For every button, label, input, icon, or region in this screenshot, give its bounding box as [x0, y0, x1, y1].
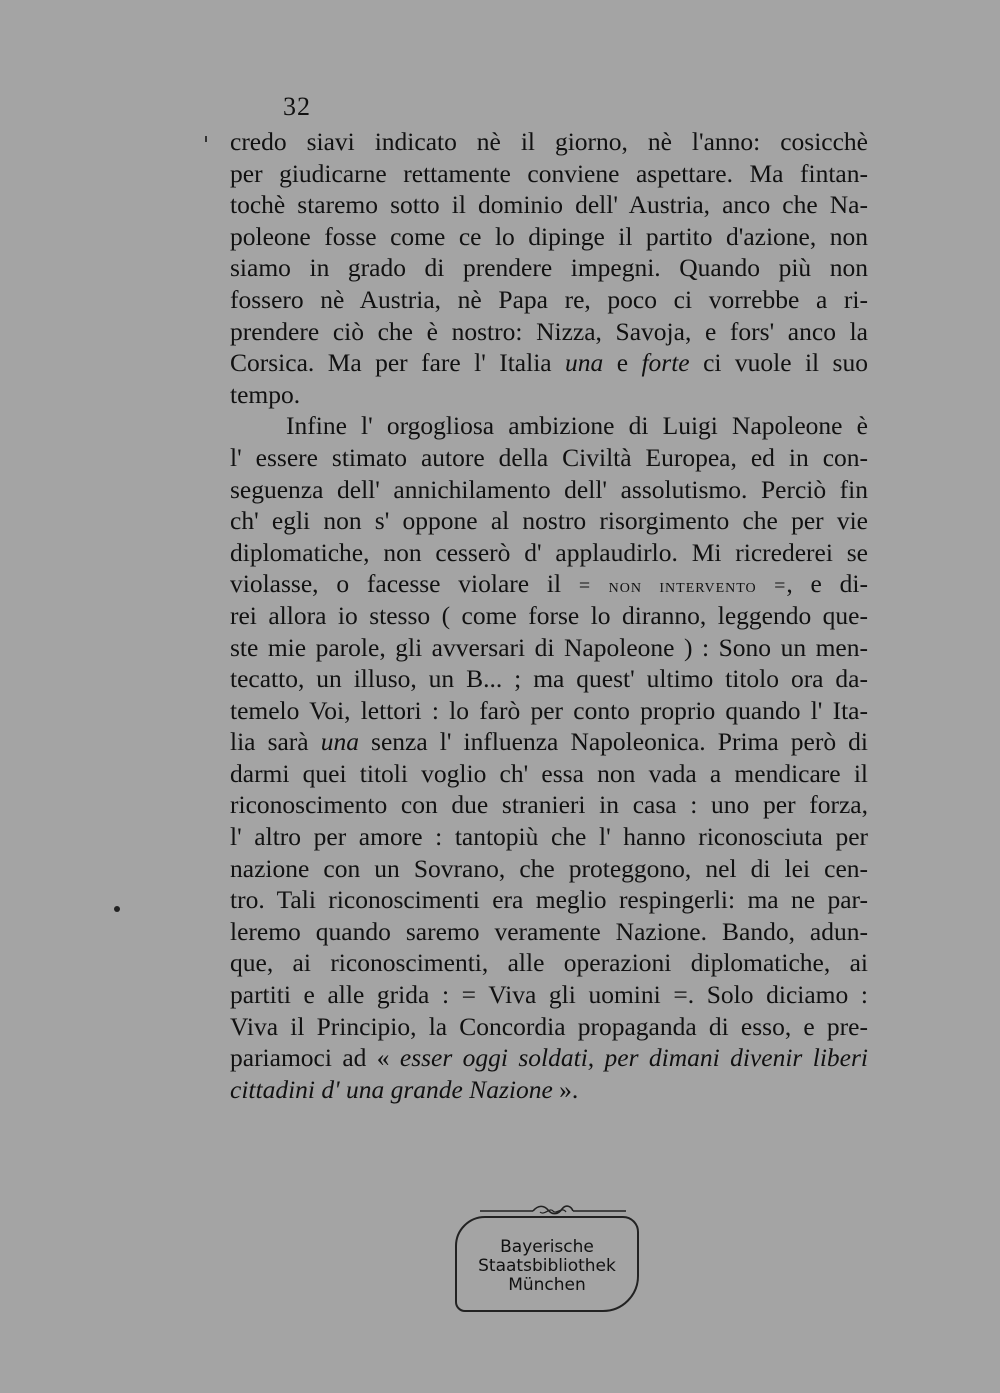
text-line: prendere ciò che è nostro: Nizza, Savoja, e fors' anco la [230, 316, 868, 346]
text-line: ste mie parole, gli avversari di Napoleone ) : Sono un men- [230, 632, 868, 662]
italic-run: una [320, 727, 359, 757]
text-run: , e di- [786, 569, 868, 599]
text-run: lia sarà [230, 727, 321, 757]
italic-run: esser oggi soldati, per dimani divenir liberi [399, 1043, 868, 1073]
text-line: rei allora io stesso ( come forse lo diranno, leggendo que- [230, 600, 868, 630]
text-run: violasse, o facesse violare il [230, 569, 579, 599]
margin-dot [114, 906, 120, 912]
margin-mark [205, 136, 207, 142]
text-run: pariamoci ad « [230, 1043, 400, 1073]
library-stamp [455, 1216, 639, 1312]
text-line: tecatto, un illuso, un B... ; ma quest' ultimo titolo ora da- [230, 664, 868, 694]
text-line: l' altro per amore : tantopiù che l' hanno riconosciuta per [230, 822, 868, 852]
text-line [230, 726, 868, 758]
stamp-line: München [508, 1275, 586, 1295]
text-line: que, ai riconoscimenti, alle operazioni diplomatiche, ai [230, 948, 868, 978]
text-line: riconoscimento con due stranieri in casa : uno per forza, [230, 790, 868, 820]
text-line: seguenza dell' annichilamento dell' assolutismo. Perciò fin [230, 474, 868, 504]
text-line: fossero nè Austria, nè Papa re, poco ci vorrebbe a ri- [230, 284, 868, 314]
text-line: per giudicarne rettamente conviene aspettare. Ma fintan- [230, 158, 868, 188]
text-line [230, 1042, 868, 1074]
text-line: nazione con un Sovrano, che proteggono, nel di lei cen- [230, 853, 868, 883]
italic-run: forte [641, 348, 690, 378]
text-run: ci vuole il suo [689, 348, 868, 378]
text-line: Viva il Principio, la Concordia propaganda di esso, e pre- [230, 1011, 868, 1041]
ornament-flourish-icon [478, 1203, 628, 1217]
stamp-line: Staatsbibliothek [478, 1256, 616, 1276]
text-line: tro. Tali riconoscimenti era meglio respingerli: ma ne par- [230, 885, 868, 915]
text-run: e [603, 348, 642, 378]
text-line: darmi quei titoli voglio ch' essa non vada a mendicare il [230, 758, 868, 788]
text-line: l' essere stimato autore della Civiltà Europea, ed in con- [230, 442, 868, 472]
smallcaps-run: = non intervento = [578, 575, 787, 598]
text-line: tochè staremo sotto il dominio dell' Austria, anco che Na- [230, 190, 868, 220]
text-run: ». [552, 1074, 579, 1104]
stamp-line: Bayerische [500, 1237, 594, 1257]
text-line [230, 568, 868, 600]
text-line: tempo. [230, 379, 301, 409]
text-line: credo siavi indicato nè il giorno, nè l'anno: cosicchè [230, 127, 868, 156]
text-line: diplomatiche, non cesserò d' applaudirlo. Mi ricrederei se [230, 537, 868, 567]
text-run: Corsica. Ma per fare l' Italia [230, 348, 566, 378]
text-line [230, 347, 868, 379]
italic-run: cittadini d' una grande Nazione [230, 1074, 553, 1104]
text-run: senza l' influenza Napoleonica. Prima però di [358, 727, 868, 757]
text-line: partiti e alle grida : = Viva gli uomini =. Solo diciamo : [230, 980, 868, 1010]
italic-run: una [565, 348, 604, 378]
body-text [230, 126, 868, 1105]
text-line [230, 1074, 868, 1106]
text-line: Infine l' orgogliosa ambizione di Luigi Napoleone è [286, 411, 868, 441]
text-line: ch' egli non s' oppone al nostro risorgimento che per vie [230, 506, 868, 536]
page-number: 32 [283, 92, 311, 121]
text-line: poleone fosse come ce lo dipinge il partito d'azione, non [230, 221, 868, 251]
text-line: leremo quando saremo veramente Nazione. Bando, adun- [230, 916, 868, 946]
text-line: siamo in grado di prendere impegni. Quando più non [230, 253, 868, 283]
text-line: temelo Voi, lettori : lo farò per conto proprio quando l' Ita- [230, 695, 868, 725]
